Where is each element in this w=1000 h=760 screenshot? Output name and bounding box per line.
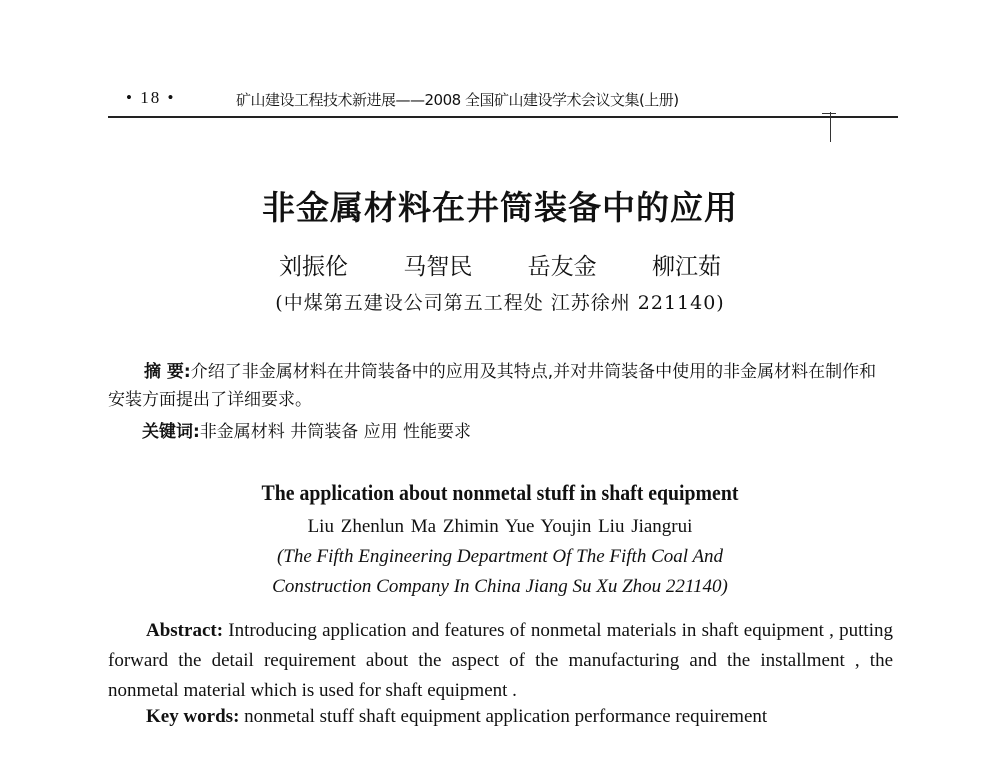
rule-tick <box>830 112 831 142</box>
page-number: • 18 • <box>126 88 176 107</box>
abstract-cn <box>108 358 893 414</box>
keywords-cn-label: 关键词: <box>142 422 200 442</box>
abstract-en-text: Introducing application and features of nonmetal materials in shaft equipment , putting forward the detail requirement about the aspect of the manufacturing and the installment , the nonmetal material which is used for shaft equipment . <box>108 620 893 701</box>
rule-mark <box>822 113 836 114</box>
keywords-en-text: nonmetal stuff shaft equipment application performance requirement <box>239 706 768 727</box>
english-title: The application about nonmetal stuff in shaft equipment <box>261 480 739 505</box>
paper-title: 非金属材料在井筒装备中的应用 <box>262 188 738 227</box>
english-affiliation-line1: (The Fifth Engineering Department Of The Fifth Coal And <box>276 546 724 567</box>
header-rule <box>108 116 898 118</box>
abstract-en-label: Abstract: <box>146 620 224 641</box>
keywords-cn <box>142 418 892 446</box>
keywords-en-label: Key words: <box>146 706 240 727</box>
english-authors: Liu Zhenlun Ma Zhimin Yue Youjin Liu Jiangrui <box>307 516 693 537</box>
affiliation: (中煤第五建设公司第五工程处 江苏徐州 221140) <box>275 292 725 314</box>
keywords-cn-text: 非金属材料 井筒装备 应用 性能要求 <box>199 422 472 442</box>
abstract-cn-text: 介绍了非金属材料在井筒装备中的应用及其特点,并对井筒装备中使用的非金属材料在制作和安装方面提出了详细要求。 <box>108 362 877 410</box>
author-list: 刘振伦 马智民 岳友金 柳江茹 <box>279 254 721 280</box>
english-affiliation-line2: Construction Company In China Jiang Su Xu Zhou 221140) <box>272 576 728 597</box>
running-title: 矿山建设工程技术新进展——2008 全国矿山建设学术会议文集(上册) <box>236 91 679 109</box>
keywords-en <box>146 706 906 728</box>
abstract-en <box>108 616 893 706</box>
running-header <box>108 88 898 114</box>
abstract-cn-label: 摘 要: <box>144 362 191 382</box>
